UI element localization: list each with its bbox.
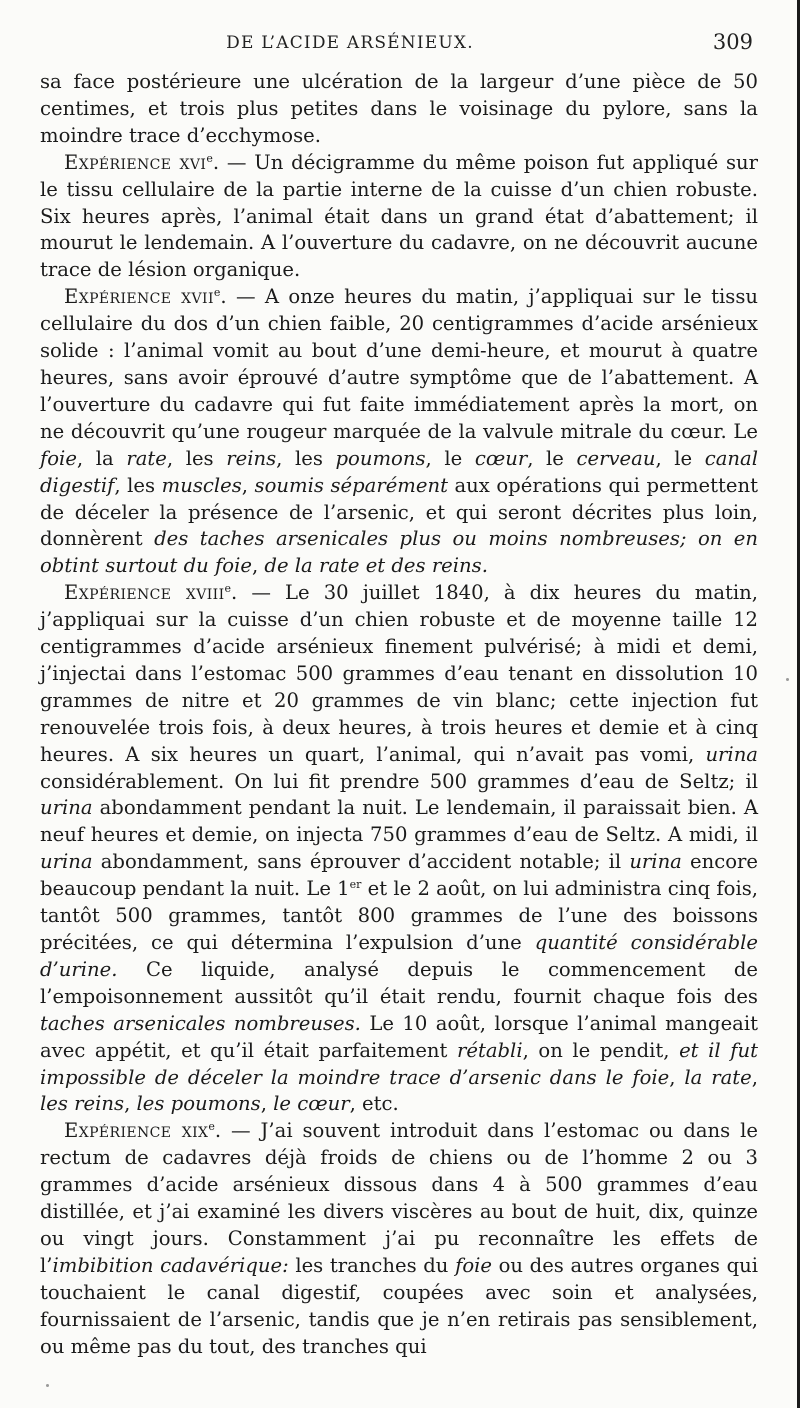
italic-run: reins: [226, 446, 277, 470]
paragraph-p1: [40, 150, 758, 285]
text-run: abondamment, sans éprouver d’accident notable; il: [92, 850, 630, 874]
superscript: e: [208, 1120, 215, 1134]
running-head: DE L’ACIDE ARSÉNIEUX.: [226, 33, 474, 53]
text-run: , le: [655, 446, 705, 470]
paragraph-p3: [40, 580, 758, 1118]
italic-run: rétabli: [457, 1038, 523, 1062]
text-run: encore beaucoup pendant la nuit. Le 1: [40, 850, 758, 901]
italic-run: des taches arsenicales plus ou moins nombreuses; on en obtint surtout du foie: [40, 527, 759, 578]
italic-run: les poumons: [136, 1092, 261, 1116]
text-run: , le: [527, 446, 577, 470]
text-run: , les: [114, 473, 162, 497]
italic-run: soumis séparément: [254, 473, 448, 497]
italic-run: le cœur: [273, 1092, 350, 1116]
italic-run: rate: [126, 446, 167, 470]
text-run: considérablement. On lui fit prendre 500 grammes d’eau de Seltz; il: [40, 769, 758, 793]
italic-run: urina: [705, 742, 758, 766]
text-run: ,: [669, 1065, 685, 1089]
experience-heading: Expérience xvii: [64, 285, 214, 309]
italic-run: la rate: [684, 1065, 752, 1089]
text-run: ,: [751, 1065, 758, 1089]
text-run: Ce liquide, analysé depuis le commencement de l’empoisonnement aussitôt qu’il était rendu, fournit chaque fois des: [40, 957, 758, 1008]
text-run: Le 10 août, lorsque l’animal mangeait avec appétit, et qu’il était parfaitement: [40, 1011, 758, 1062]
italic-run: cœur: [474, 446, 528, 470]
italic-run: de la rate et des reins.: [264, 554, 488, 578]
superscript: e: [206, 151, 213, 165]
text-run: , le: [425, 446, 475, 470]
text-run: ,: [124, 1092, 137, 1116]
italic-run: cerveau: [576, 446, 656, 470]
italic-run: foie: [40, 446, 77, 470]
italic-run: taches arsenicales nombreuses.: [40, 1011, 361, 1035]
page-number: 309: [712, 30, 753, 54]
italic-run: foie: [455, 1253, 492, 1277]
italic-run: urina: [40, 850, 93, 874]
paragraph-p2: [40, 284, 758, 580]
text-run: , on le pendit,: [522, 1038, 680, 1062]
experience-heading: Expérience xviii: [64, 581, 225, 605]
text-run: ,: [260, 1092, 274, 1116]
text-run: . — Un décigramme du même poison fut appliqué sur le tissu cellulaire de la partie interne de la cuisse d’un chien robuste. Six heures après, l’animal était dans un grand état d’abattement; il mourut le lendemain. A l’ouverture du cadavre, on ne découvrit aucune trace de lésion organique.: [40, 150, 758, 282]
text-run: . — A onze heures du matin, j’appliquai sur le tissu cellulaire du dos d’un chien faible, 20 centigrammes d’acide arsénieux solide : l’animal vomit au bout d’une demi-heure, et mourut à quatre heures, sans avoir éprouvé d’autre symptôme que de l’abattement. A l’ouverture du cadavre qui fut faite immédiatement après la mort, on ne découvrit qu’une rougeur marquée de la valvule mitrale du cœur. Le: [40, 285, 758, 443]
superscript: e: [213, 286, 221, 300]
text-run: aux opérations qui permettent de déceler la présence de l’arsenic, et qui seront décrites plus loin, donnèrent: [40, 473, 758, 551]
italic-run: les reins: [40, 1092, 125, 1116]
text-run: abondamment pendant la nuit. Le lendemain, il paraissait bien. A neuf heures et demie, on injecta 750 grammes d’eau de Seltz. A midi, il: [40, 796, 758, 847]
italic-run: urina: [629, 850, 682, 874]
superscript: er: [349, 878, 362, 892]
text-run: et le 2 août, on lui administra cinq fois, tantôt 500 grammes, tantôt 800 grammes de l’une des boissons précitées, ce qui détermina l’expulsion d’une: [40, 877, 758, 954]
body-text: [40, 69, 758, 1361]
italic-run: urina: [40, 796, 93, 820]
italic-run: et il fut impossible de déceler la moindre trace d’arsenic dans le foie: [40, 1038, 758, 1089]
text-run: . — Le 30 juillet 1840, à dix heures du matin, j’appliquai sur la cuisse d’un chien robuste et de moyenne taille 12 centigrammes d’acide arsénieux finement pulvérisé; à midi et demi, j’injectai dans l’estomac 500 grammes d’eau tenant en dissolution 10 grammes de nitre et 20 grammes de vin blanc; cette injection fut renouvelée trois fois, à deux heures, à trois heures et demie et à cinq heures. A six heures un quart, l’animal, qui n’avait pas vomi,: [40, 581, 758, 766]
italic-run: quantité considérable d’urine.: [40, 931, 758, 981]
paragraph-p0: [40, 69, 758, 150]
text-run: . — J’ai souvent introduit dans l’estomac ou dans le rectum de cadavres déjà froids de chiens ou de l’homme 2 ou 3 grammes d’acide arsénieux dissous dans 4 à 500 grammes d’eau distillée, et j’ai examiné les divers viscères au bout de huit, dix, quinze ou vingt jours. Constamment j’ai pu reconnaître les effets de l’: [40, 1119, 758, 1277]
italic-run: canal digestif: [40, 446, 758, 497]
text-run: , la: [76, 446, 127, 470]
text-run: ou des autres organes qui touchaient le canal digestif, coupées avec soin et analysées, fournissaient de l’arsenic, tandis que je n’en retirais pas sensiblement, ou même pas du tout, des tranches qui: [40, 1253, 758, 1358]
text-run: sa face postérieure une ulcération de la largeur d’une pièce de 50 centimes, et trois plus petites dans le voisinage du pylore, sans la moindre trace d’ecchymose.: [40, 70, 758, 147]
text-run: , les: [166, 446, 227, 470]
experience-heading: Expérience xvi: [64, 150, 207, 174]
print-speck: [46, 1384, 49, 1387]
paragraph-p4: [40, 1118, 758, 1360]
text-run: ,: [251, 554, 265, 578]
text-run: les tranches du: [288, 1253, 456, 1277]
experience-heading: Expérience xix: [64, 1119, 209, 1143]
italic-run: muscles: [161, 473, 242, 497]
text-run: , les: [276, 446, 336, 470]
italic-run: imbibition cadavérique:: [52, 1253, 289, 1277]
print-speck: [786, 678, 789, 681]
text-run: , etc.: [349, 1092, 399, 1116]
superscript: e: [224, 582, 232, 596]
text-run: ,: [241, 473, 255, 497]
italic-run: poumons: [335, 446, 426, 470]
